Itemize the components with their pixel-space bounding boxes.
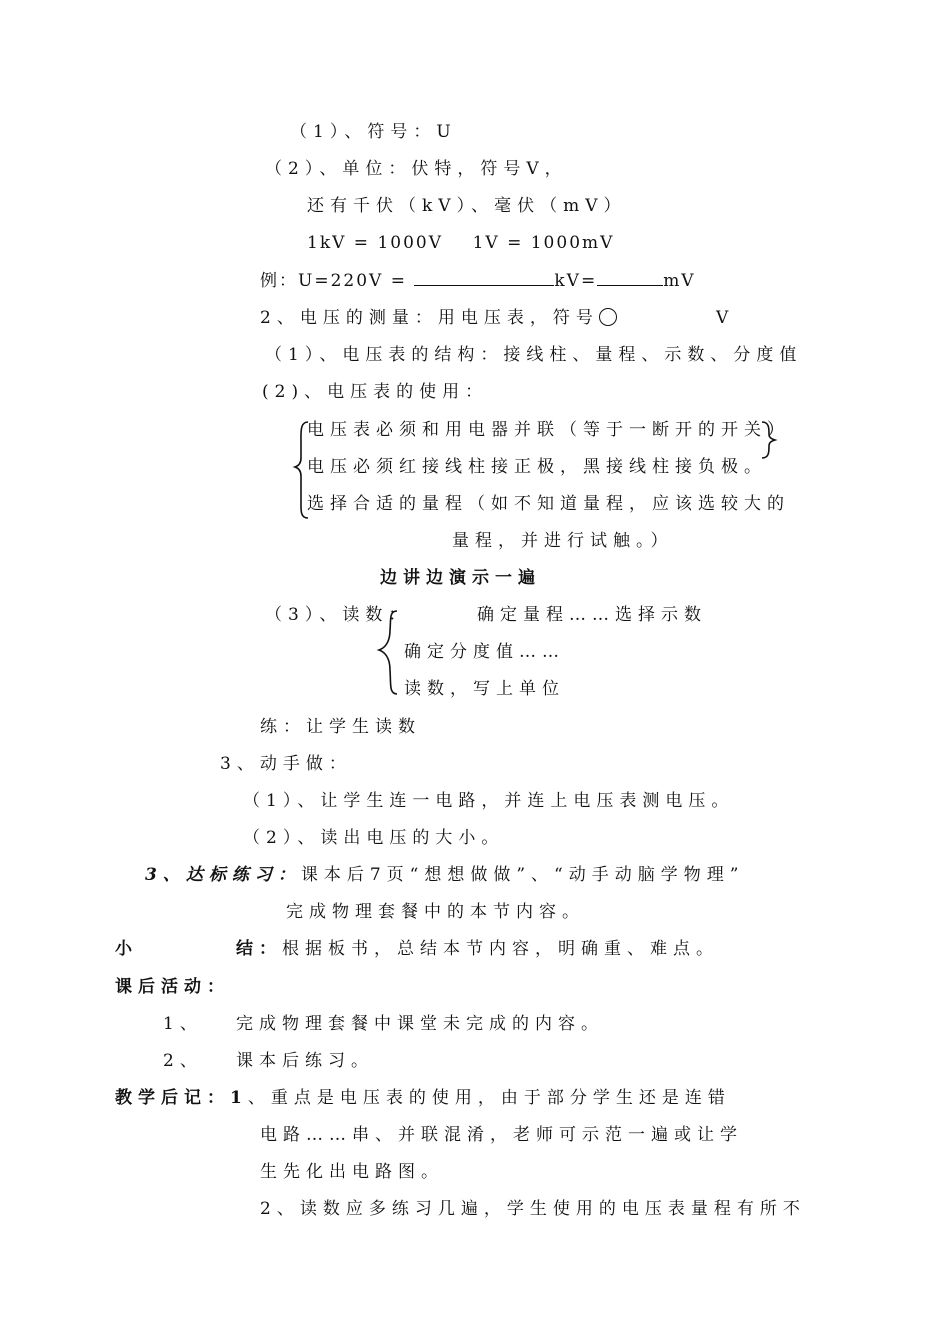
example-end: mV xyxy=(663,271,696,291)
measurement-title-line xyxy=(260,307,617,329)
reflection-label: 教学后记： xyxy=(115,1088,230,1108)
reflection-item-1-num: 1 xyxy=(230,1088,248,1108)
example-mid: kV= xyxy=(554,271,598,291)
reading-step-1: 确定量程……选择示数 xyxy=(477,605,707,625)
example-line xyxy=(260,270,696,292)
usage-rule-1: 电压表必须和用电器并联（等于一断开的开关） xyxy=(307,420,790,440)
voltmeter-symbol-letter: V xyxy=(716,308,735,328)
usage-rule-2: 电压必须红接线柱接正极，黑接线柱接负极。 xyxy=(307,457,767,477)
reading-step-2: 确定分度值…… xyxy=(404,642,565,662)
reading-step-3: 读数，写上单位 xyxy=(404,679,565,699)
after-class-label: 课后活动： xyxy=(115,977,230,997)
reflection-item-2: 2、读数应多练习几遍，学生使用的电压表量程有所不 xyxy=(260,1199,806,1219)
reading-title: （3）、读数： xyxy=(265,605,412,625)
exercise-text-2: 完成物理套餐中的本节内容。 xyxy=(286,902,585,922)
hands-on-item-2: （2）、读出电压的大小。 xyxy=(243,828,505,848)
hands-on-item-1: （1）、让学生连一电路，并连上电压表测电压。 xyxy=(243,791,735,811)
reflection-line-2: 电路……串、并联混淆，老师可示范一遍或让学 xyxy=(260,1125,743,1145)
voltage-unit-line: （2）、单位：伏特，符号V， xyxy=(265,159,568,179)
usage-brace-right-icon xyxy=(760,420,776,460)
exercise-line xyxy=(145,864,744,886)
practice-line: 练：让学生读数 xyxy=(260,717,421,737)
hands-on-title: 3、动手做： xyxy=(220,754,352,774)
measurement-title: 2、电压的测量：用电压表，符号 xyxy=(260,308,599,328)
example-blank-mv xyxy=(597,270,663,286)
reflection-item-1-text: 、重点是电压表的使用，由于部分学生还是连错 xyxy=(247,1088,731,1108)
voltmeter-symbol-icon xyxy=(599,308,617,326)
exercise-label: 3、达标练习： xyxy=(145,865,301,885)
after-class-item-2: 课本后练习。 xyxy=(236,1051,374,1071)
example-prefix: 例：U=220V = xyxy=(260,271,407,291)
reading-brace-icon xyxy=(377,608,399,698)
after-class-num-2: 2、 xyxy=(163,1051,203,1071)
unit-conversion-line: 1kV = 1000V 1V = 1000mV xyxy=(307,233,615,253)
summary-label-b: 结： xyxy=(236,939,282,959)
voltage-symbol-line: （1）、符号：U xyxy=(290,122,457,142)
other-units-line: 还有千伏（kV）、毫伏（mV） xyxy=(307,196,627,216)
voltmeter-usage-title: (2)、电压表的使用： xyxy=(262,382,489,402)
summary-label-a: 小 xyxy=(115,939,138,959)
voltmeter-structure-line: （1）、电压表的结构：接线柱、量程、示数、分度值 xyxy=(265,345,803,365)
summary-text: 根据板书，总结本节内容，明确重、难点。 xyxy=(282,939,719,959)
usage-rule-3-continued: 量程，并进行试触。） xyxy=(452,531,674,551)
after-class-item-1: 完成物理套餐中课堂未完成的内容。 xyxy=(236,1014,604,1034)
example-blank-kv xyxy=(414,270,554,286)
after-class-num-1: 1、 xyxy=(163,1014,203,1034)
summary-line xyxy=(236,938,719,960)
usage-rule-3: 选择合适的量程（如不知道量程，应该选较大的 xyxy=(307,494,790,514)
exercise-text: 课本后7页“想想做做”、“动手动脑学物理” xyxy=(300,865,745,885)
reflection-line-1 xyxy=(115,1087,731,1109)
demo-note: 边讲边演示一遍 xyxy=(380,568,541,588)
reflection-line-3: 生先化出电路图。 xyxy=(260,1162,444,1182)
